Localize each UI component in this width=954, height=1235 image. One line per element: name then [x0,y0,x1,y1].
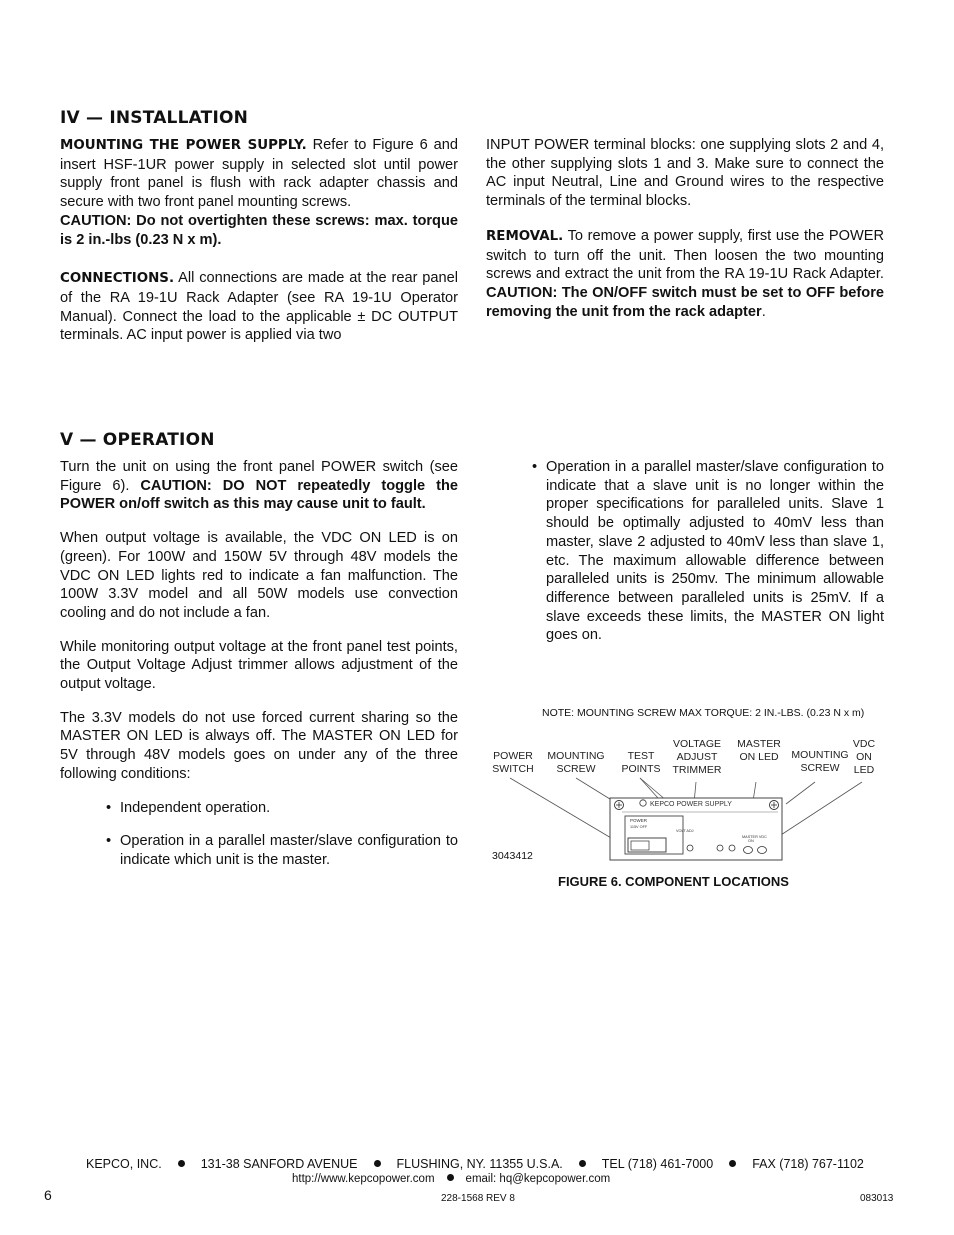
date-code: 083013 [860,1193,894,1204]
panel-power-label: POWER [630,818,648,823]
operation-paragraph-1: Turn the unit on using the front panel POWER switch (see Figure 6). CAUTION: DO NOT repeatedly toggle the POWER on/off switch as this may cause unit to fault. [60,459,458,513]
figure-caption: FIGURE 6. COMPONENT LOCATIONS [558,874,789,889]
drawing-number: 3043412 [492,850,533,862]
mounting-title: MOUNTING THE POWER SUPPLY. [60,138,307,153]
footer-address-line [86,1157,864,1171]
bullet-separator-icon [447,1174,454,1181]
component-locations-drawing [480,770,890,870]
operation-caution: CAUTION: DO NOT repeatedly toggle the POWER on/off switch as this may cause unit to fault. [60,477,458,513]
bullet-separator-icon [579,1160,586,1167]
label-voltage-adjust-trimmer: VOLTAGE ADJUST TRIMMER [672,738,722,776]
connections-title: CONNECTIONS. [60,271,175,287]
leader-mounting-screw-right [786,782,815,804]
removal-title: REMOVAL. [486,228,564,244]
footer-tel: TEL (718) 461-7000 [601,1157,714,1171]
connections-continued: INPUT POWER terminal blocks: one supplying slots 2 and 4, the other supplying slots 1 and 3. Make sure to connect the AC input Neutral, Line and Ground wires to the respective terminals of the terminal blocks. [486,137,884,210]
list-item: • Operation in a parallel master/slave configuration to indicate that a slave unit is no longer within the proper specifications for paralleled units. Slave 1 should be optimally adjusted to 40mV less than master, slave 2 adjusted to 40mV less than slave 1, etc. The maximum allowable difference between paralleled units is 250mv. The minimum allowable difference between paralleled units is 25mV. If a slave exceeds these limits, the MASTER ON light goes on. [532,459,884,644]
label-power-switch: POWER SWITCH [492,750,534,775]
panel-volt-label: VOLT ADJ [676,829,694,833]
operation-heading: V — OPERATION [60,430,215,450]
operation-right-column [532,458,884,645]
bullet-separator-icon [178,1160,185,1167]
bullet-icon: • [106,833,112,850]
panel-brand: KEPCO POWER SUPPLY [650,801,732,808]
mounting-paragraph [60,136,458,212]
bullet-icon: • [532,459,538,475]
panel-on-label: ON [748,839,754,843]
footer-address: 131-38 SANFORD AVENUE [200,1157,358,1171]
list-item: • Independent operation. [106,799,271,816]
removal-paragraph: REMOVAL. To remove a power supply, first use the POWER switch to turn off the unit. Then loosen the two mounting screws and extract the unit from the RA 19-1U Rack Adapter. CAUTION: The ON/OFF switch must be set to OFF before removing the unit from the rack adapter. [486,227,884,320]
bullet-separator-icon [374,1160,381,1167]
mounting-caution: CAUTION: Do not overtighten these screws: max. torque is 2 in.-lbs (0.23 N x m). [60,212,458,248]
footer-contact-line [292,1173,610,1185]
installation-left-column [60,136,458,345]
panel-master-label: MASTER VDC [742,835,767,839]
footer-company: KEPCO, INC. [86,1157,162,1171]
label-mounting-screw-right: MOUNTING SCREW [791,749,849,774]
footer-fax: FAX (718) 767-1102 [752,1157,864,1171]
panel-power-sub-label: 115V OFF [630,825,648,829]
label-mounting-screw-left: MOUNTING SCREW [547,750,605,775]
operation-paragraph-2: When output voltage is available, the VDC ON LED is on (green). For 100W and 150W 5V through 48V models the VDC ON LED lights red to indicate a fan malfunction. The 100W 3.3V model and all 50W models use convection cooling and do not include a fan. [60,530,458,621]
doc-revision: 228-1568 REV 8 [441,1193,515,1204]
footer-email-link[interactable]: email: hq@kepcopower.com [465,1173,611,1185]
connections-paragraph [60,269,458,345]
operation-paragraph-4: The 3.3V models do not use forced current sharing so the MASTER ON LED is always off. The MASTER ON LED for 5V through 48V models goes on under any of the three following conditions: [60,709,458,782]
installation-heading: IV — INSTALLATION [60,108,249,128]
operation-left-column [60,458,458,870]
removal-caution: CAUTION: The ON/OFF switch must be set to OFF before removing the unit from the rack adapter [486,284,884,320]
mounting-text: Refer to Figure 6 and insert HSF-1UR power supply in selected slot until power supply front panel is flush with rack adapter chassis and secure with two front panel mounting screws. [60,137,458,211]
connections-text: All connections are made at the rear panel of the RA 19-1U Rack Adapter (see RA 19-1U Operator Manual). Connect the load to the applicable ± DC OUTPUT terminals. AC input power is applied via two [60,270,458,344]
page-number: 6 [44,1187,52,1203]
bullet-icon: • [106,799,112,816]
figure-note: NOTE: MOUNTING SCREW MAX TORQUE: 2 IN.-LBS. (0.23 N x m) [542,707,865,719]
label-master-on-led: MASTER ON LED [737,738,781,763]
footer-web-link[interactable]: http://www.kepcopower.com [292,1173,435,1185]
bullet-separator-icon [729,1160,736,1167]
removal-text: To remove a power supply, first use the POWER switch to turn off the unit. Then loosen the two mounting screws and extract the unit from the RA 19-1U Rack Adapter. [486,227,884,283]
label-vdc-on-led: VDC ON LED [852,738,876,776]
footer-city: FLUSHING, NY. 11355 U.S.A. [396,1157,563,1171]
installation-right-column [486,136,884,321]
operation-paragraph-3: While monitoring output voltage at the front panel test points, the Output Voltage Adjust trimmer allows adjustment of the output voltage. [60,638,458,693]
list-item: • Operation in a parallel master/slave configuration to indicate which unit is the master. [106,833,458,868]
label-test-points: TEST POINTS [621,750,661,775]
